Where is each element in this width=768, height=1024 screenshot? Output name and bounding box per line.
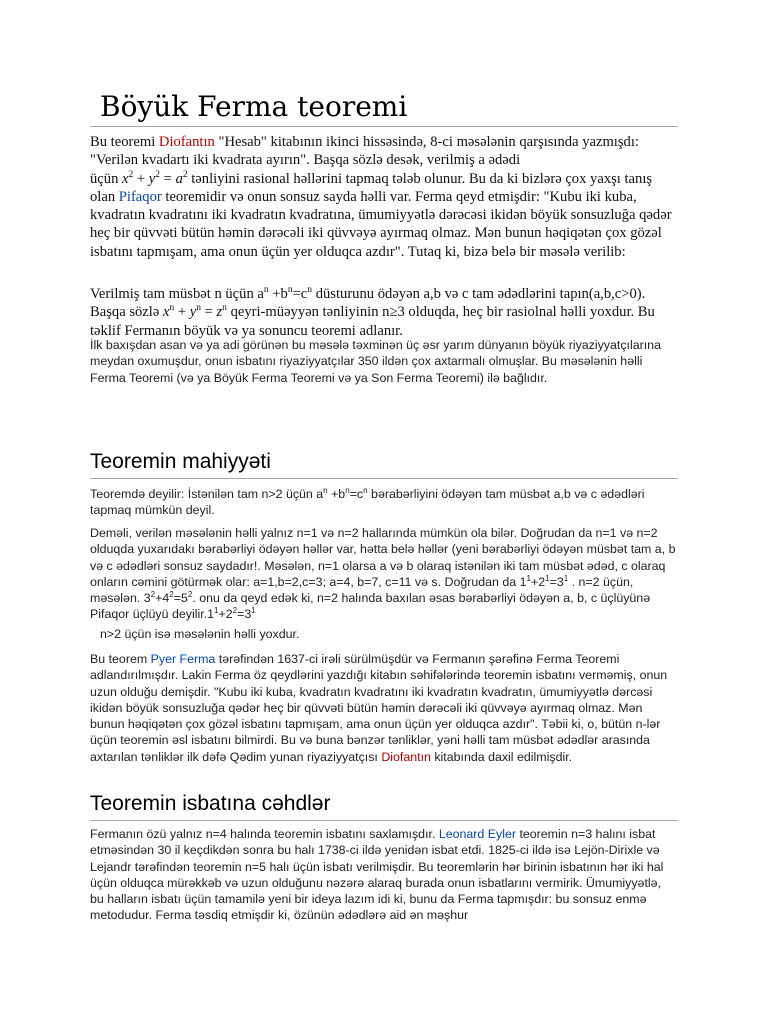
essence-paragraph-2: Deməli, verilən məsələnin həlli yalnız n=1 və n=2 hallarında mümkün ola bilər. Doğrudan da n=1 və n=2 olduqda yuxarıdakı bərabərliyi ödəyən həllər var, hətta belə həllər (yeni bərabərliyi ödəyən müsbət tam a, b və c ədədləri sonsuz saydadır!. Məsələn, n=1 olarsa a və b olaraq istənilən iki tam müsbət ədəd, c olaraq onların cəmini götürmək olar: a=1,b=2,c=3; a=4, b=7, c=11 və s. Doğrudan da $1^1+2^1=3^1$ . n=2 üçün, məsələn. $3^2+4^2=5^2$. onu da qeyd edək ki, n=2 halında baxılan əsas bərabərliyi ödəyən a, b, c üçlüyünə Pifaqor üçlüyü $deyilir.1^1+2^2=3^1$: [90, 526, 676, 622]
intro-text-5: teoremidir və onun sonsuz sayda həlli var. Ferma qeyd etmişdir: "Kubu iki kuba, kvadratın kvadratını iki kvadratın kvadratına, ümumiyyətlə dərəcəsi ikidən böyük sonsuzluğa qədər heç bir qüvvəti bütün həmin dərəcəli iki qüvvəyə ayırmaq olmaz. Mən bunun həqiqətən çox gözəl isbatını tapmışam, ama onun üçün yer olduqca azdır". Tutaq ki, bizə belə bir məsələ verilib:: [90, 188, 672, 260]
history-paragraph: İlk baxışdan asan və ya adi görünən bu məsələ təxminən üç əsr yarım dünyanın böyük riyaziyyatçılarına meydan oxumuşdur, onun isbatını riyaziyyatçılar 350 ildən çox axtarmalı olmuşlar. Bu məsələnin həlli Ferma Teoremi (və ya Böyük Ferma Teoremi və ya Son Ferma Teoremi) ilə bağlıdır.: [90, 338, 661, 385]
leonard-eyler-link[interactable]: Leonard Eyler: [438, 827, 516, 841]
fermat-statement-paragraph: Verilmiş tam müsbət n üçün $a^n +b^n=c^n$ düsturunu ödəyən a,b və c tam ədədlərini tapın(a,b,c>0). Başqa sözlə $x^n + y^n = z^n$ qeyri-müəyyən tənliyinin n≥3 olduqda, heç bir rasiolnal həlli yoxdur. Bu təklif Fermanın böyük və ya sonuncu teoremi adlanır.: [90, 285, 655, 339]
essence-paragraph-3: n>2 üçün isə məsələnin həlli yoxdur.: [100, 627, 300, 641]
statement-text-1: Verilmiş tam müsbət n üçün a: [90, 286, 264, 302]
proof-text-1a: Fermanın özü yalnız n=4 halında teoremin isbatını saxlamışdır.: [90, 827, 439, 841]
proof-attempts-paragraph: [90, 826, 678, 924]
essence-paragraph-4: [90, 651, 678, 765]
intro-text-4: tənliyini rasional həllərini tapmaq tələb olunur. Bu da ki bizlərə çox yaxşı tanış olan: [90, 170, 653, 205]
pyer-ferma-link[interactable]: Pyer Ferma: [150, 652, 216, 666]
statement-text-2: düsturunu ödəyən a,b və c tam ədədlərini tapın(a,b,c>0). Başqa sözlə: [90, 286, 646, 321]
article: [90, 0, 678, 923]
intro-text-1: Bu teoremi: [90, 134, 159, 150]
proof-text-1b: teoremin n=3 halını isbat etməsindən 30 il keçdikdən sonra bu halı 1738-ci ildə yenidən isbat etdi. 1825-ci ildə isə Lejön-Dirixle və Lejandr tərəfindən teoremin n=5 halı üçün isbatı verilmişdir. Bu teoremlərin hər birinin isbatının hər iki hal üçün olduqca mürəkkəb və uzun olduğunu nəzərə alaraq burada onun isbatlarını vermirik. Ümumiyyətlə, bu halların isbatı üçün tamamilə yeni bir ideya lazım idi ki, bunu da Ferma tapmışdır: bu sonsuz enmə metodudur. Ferma təsdiq etmişdir ki, özünün ədədlərə aid ən məşhur: [90, 827, 664, 923]
intro-text-3: üçün: [90, 170, 123, 187]
essence-text-1b: bərabərliyini ödəyən tam müsbət a,b və c ədədləri tapmaq mümkün deyil.: [90, 487, 645, 518]
statement-text-3: qeyri-müəyyən tənliyinin n≥3 olduqda, heç bir rasiolnal həlli yoxdur. Bu təklif Fermanın böyük və ya sonuncu teoremi adlanır.: [90, 304, 655, 339]
diofant-link-2[interactable]: Diofantın: [381, 749, 431, 764]
intro-paragraph: Bu teoremi Diofantın "Hesab" kitabının ikinci hissəsində, 8-ci məsələnin qarşısında yazmışdı: "Verilən kvadartı iki kvadrata ayırın". Başqa sözlə desək, verilmiş a ədədi üçün $x^2 + y^2 = a^2$ tənliyini rasional həllərini tapmaq tələb olunur. Bu da ki bizlərə çox yaxşı tanış olan Pifaqor teoremidir və onun sonsuz sayda həlli var. Ferma qeyd etmişdir: "Kubu iki kuba, kvadratın kvadratını iki kvadratın kvadratına, ümumiyyətlə dərəcəsi ikidən böyük sonsuzluğa qədər heç bir qüvvəti bütün həmin dərəcəli iki qüvvəyə ayırmaq olmaz. Mən bunun həqiqətən çox gözəl isbatını tapmışam, ama onun üçün yer olduqca azdır". Tutaq ki, bizə belə bir məsələ verilib:: [90, 134, 672, 260]
essence-text-2c: . onu da qeyd edək ki, n=2 halında baxılan əsas bərabərliyi ödəyən a, b, c üçlüyünə Pifaqor üçlüyü deyilir.1: [90, 591, 651, 622]
intro-text-2: "Hesab" kitabının ikinci hissəsində, 8-ci məsələnin qarşısında yazmışdı: "Verilən kvadartı iki kvadrata ayırın". Başqa sözlə desək, verilmiş a ədədi: [90, 134, 639, 169]
diofant-link[interactable]: Diofantın: [158, 134, 215, 150]
essence-text-4a: Bu teorem: [90, 652, 151, 666]
page-title: Böyük Ferma teoremi: [90, 0, 678, 127]
essence-text-4c: kitabında daxil edilmişdir.: [430, 749, 573, 764]
section-heading-essence: Teoremin mahiyyəti: [90, 448, 678, 479]
essence-paragraph-1: Teoremdə deyilir: İstənilən tam n>2 üçün $a^n +b^n=c^n$ bərabərliyini ödəyən tam müsbət a,b və c ədədləri tapmaq mümkün deyil.: [90, 485, 645, 518]
essence-text-4b: tərəfindən 1637-ci irəli sürülmüşdür və Fermanın şərəfinə Ferma Teoremi adlandırılmışdır. Lakin Ferma öz qeydlərini yazdığı kitabın səhifələrində teoremin isbatını verməmiş, onun uzun olduğu demişdir. "Kubu iki kuba, kvadratın kvadratını iki kvadratın kvadratın, ümumiyyətlə dərcəsi ikidən böyük sonsuzluğa qədər heç bir qüvvəti bütün həmin dərəcəli iki qüvvəyə ayırmaq olmaz. Mən bunun həqiqətən çox gözəl isbatını tapmışam, ama onun üçün yer olduqca azdır". Təbii ki, o, bütün n-lər üçün teoremin əsl isbatını bilmirdi. Bu və buna bənzər tənliklər, yəni həlli tam müsbət ədədlər arasında axtarılan tənliklər ilk dəfə Qədim yunan riyaziyyatçısı: [90, 652, 668, 764]
essence-text-2b: . n=2 üçün, məsələn. 3: [90, 574, 634, 606]
essence-text-2a: Deməli, verilən məsələnin həlli yalnız n=1 və n=2 hallarında mümkün ola bilər. Doğrudan da n=1 və n=2 olduqda yuxarıdakı bərabərliyi ödəyən həllər var, hətta belə həllər (yeni bərabərliyi ödəyən müsbət tam a, b və c ədədləri sonsuz saydadır!. Məsələn, n=1 olarsa a və b olaraq istənilən iki tam müsbət ədəd, c olaraq onların cəmini götürmək olar: a=1,b=2,c=3; a=4, b=7, c=11 və s. Doğrudan da 1: [90, 526, 676, 589]
pifaqor-link[interactable]: Pifaqor: [118, 188, 162, 205]
essence-text-1a: Teoremdə deyilir: İstənilən tam n>2 üçün a: [90, 487, 324, 501]
section-heading-proof-attempts: Teoremin isbatına cəhdlər: [90, 790, 678, 821]
